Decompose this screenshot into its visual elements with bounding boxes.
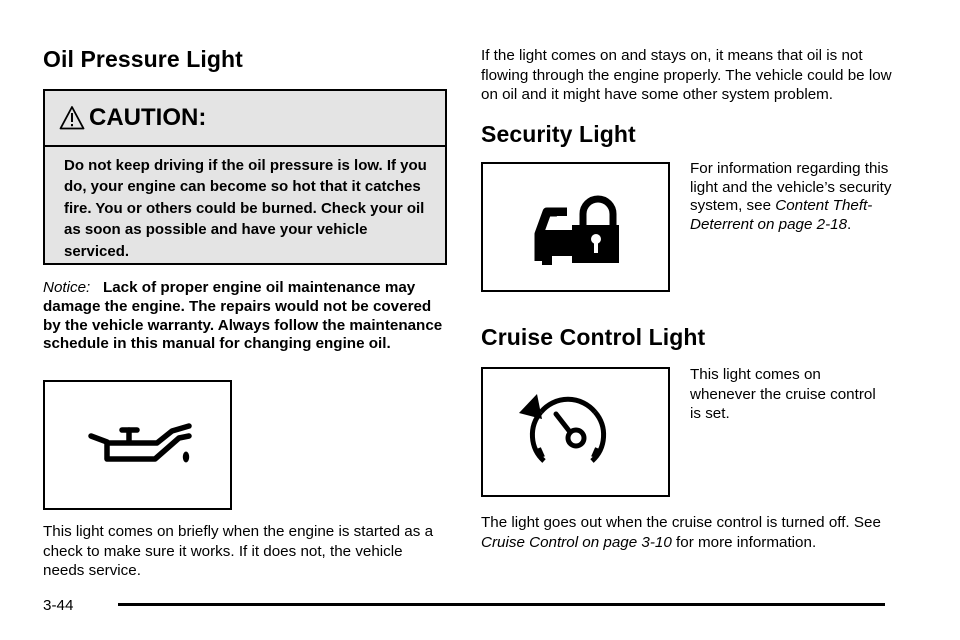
cruise-off-text: The light goes out when the cruise control is turned off. See: [481, 514, 881, 531]
security-icon-box: [481, 162, 670, 292]
car-padlock-icon: [483, 164, 668, 290]
cruise-icon-box: [481, 367, 670, 497]
security-light-heading: Security Light: [481, 121, 636, 147]
security-text: For information regarding this light and the vehicle’s security system, see: [690, 160, 892, 214]
oil-intro-paragraph: If the light comes on and stays on, it means that oil is not flowing through the engine properly. The vehicle could be low on oil and it might have some other system problem.: [481, 47, 892, 103]
caution-text: Do not keep driving if the oil pressure is low. If you do, your engine can become so hot that it catches fire. You or others could be burned. Check your oil as soon as possible and have your vehicle serviced.: [64, 157, 427, 260]
caution-box: [43, 89, 447, 265]
notice-paragraph: [43, 279, 449, 354]
oil-can-icon: [45, 382, 230, 508]
cruise-off-paragraph: [481, 513, 901, 552]
oil-light-info-paragraph: This light comes on briefly when the engine is started as a check to make sure it works. If it does not, the vehicle needs service.: [43, 523, 434, 579]
notice-label: Notice:: [43, 279, 91, 296]
security-period: .: [847, 215, 852, 233]
page-number: 3-44: [43, 597, 74, 614]
footer-rule: [118, 603, 885, 606]
cruise-control-heading: Cruise Control Light: [481, 324, 706, 350]
warning-triangle-icon: [59, 105, 85, 131]
speedometer-icon: [483, 369, 668, 495]
oil-pressure-heading: Oil Pressure Light: [43, 46, 243, 72]
notice-text: Lack of proper engine oil maintenance may damage the engine. The repairs would not be covered by the vehicle warranty. Always follow the maintenance schedule in this manual for changing engine oil.: [43, 279, 443, 353]
oil-pressure-icon-box: [43, 380, 232, 510]
cruise-control-link[interactable]: Cruise Control on page 3-10: [481, 533, 672, 551]
caution-label: CAUTION:: [89, 104, 207, 131]
security-info-paragraph: [690, 160, 900, 234]
content-theft-deterrent-link[interactable]: Content Theft-Deterrent on page 2-18: [690, 197, 873, 233]
cruise-off-suffix: for more information.: [676, 533, 817, 551]
cruise-info-paragraph: This light comes on whenever the cruise control is set.: [690, 366, 876, 422]
caution-header: [45, 91, 445, 147]
